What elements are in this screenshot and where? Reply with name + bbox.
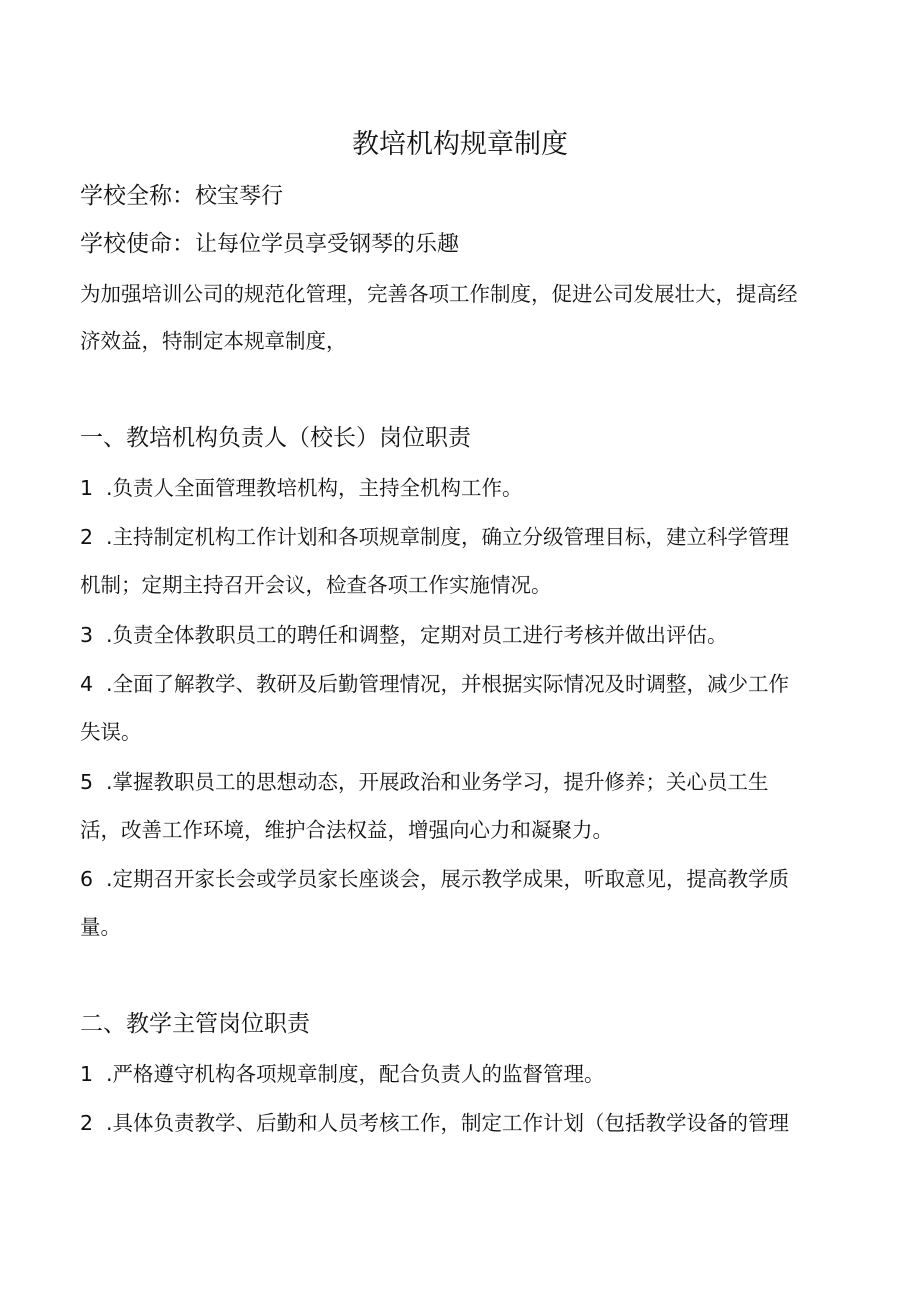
section1-item-5-cont: 活，改善工作环境，维护合法权益，增强向心力和凝聚力。 — [80, 818, 613, 842]
item-number: 2 — [80, 1111, 94, 1135]
school-name-line — [80, 181, 850, 212]
section1-item-4-cont: 失误。 — [80, 720, 142, 744]
item-text: .主持制定机构工作计划和各项规章制度，确立分级管理目标，建立科学管理 — [106, 525, 790, 549]
item-number: 3 — [80, 623, 94, 647]
section1-item-6-cont: 量。 — [80, 915, 121, 939]
section1-item-6 — [80, 864, 850, 894]
item-number: 2 — [80, 525, 94, 549]
section1-item-1 — [80, 473, 850, 503]
intro-line: 济效益，特制定本规章制度， — [80, 329, 347, 353]
item-text: .严格遵守机构各项规章制度，配合负责人的监督管理。 — [106, 1062, 605, 1086]
section1-item-2 — [80, 522, 850, 552]
item-number: 1 — [80, 1062, 94, 1086]
section2-heading: 二、教学主管岗位职责 — [80, 1011, 310, 1037]
section2-item-1 — [80, 1059, 850, 1089]
item-number: 6 — [80, 867, 94, 891]
school-name-label: 学校全称： — [80, 183, 195, 209]
item-text: .具体负责教学、后勤和人员考核工作，制定工作计划（包括教学设备的管理 — [106, 1111, 790, 1135]
section1-heading: 一、教培机构负责人（校长）岗位职责 — [80, 425, 471, 451]
section1-item-5 — [80, 767, 850, 797]
item-text: .负责全体教职员工的聘任和调整，定期对员工进行考核并做出评估。 — [106, 623, 728, 647]
intro-line: 为加强培训公司的规范化管理，完善各项工作制度，促进公司发展壮大，提高经 — [80, 282, 798, 306]
school-mission-label: 学校使命： — [80, 231, 195, 257]
item-text: .掌握教职员工的思想动态，开展政治和业务学习，提升修养；关心员工生 — [106, 770, 769, 794]
item-number: 4 — [80, 672, 94, 696]
item-text: .定期召开家长会或学员家长座谈会，展示教学成果，听取意见，提高教学质 — [106, 867, 790, 891]
school-mission-line — [80, 229, 850, 260]
section1-item-2-cont: 机制；定期主持召开会议，检查各项工作实施情况。 — [80, 573, 552, 597]
school-name-value: 校宝琴行 — [195, 184, 284, 209]
item-text: .负责人全面管理教培机构，主持全机构工作。 — [106, 476, 523, 500]
page-title: 教培机构规章制度 — [352, 129, 568, 160]
school-mission-value: 让每位学员享受钢琴的乐趣 — [195, 232, 460, 257]
item-number: 1 — [80, 476, 94, 500]
section1-item-4 — [80, 669, 850, 699]
section2-item-2 — [80, 1108, 850, 1138]
item-number: 5 — [80, 770, 94, 794]
section1-item-3 — [80, 620, 850, 650]
item-text: .全面了解教学、教研及后勤管理情况，并根据实际情况及时调整，减少工作 — [106, 672, 790, 696]
